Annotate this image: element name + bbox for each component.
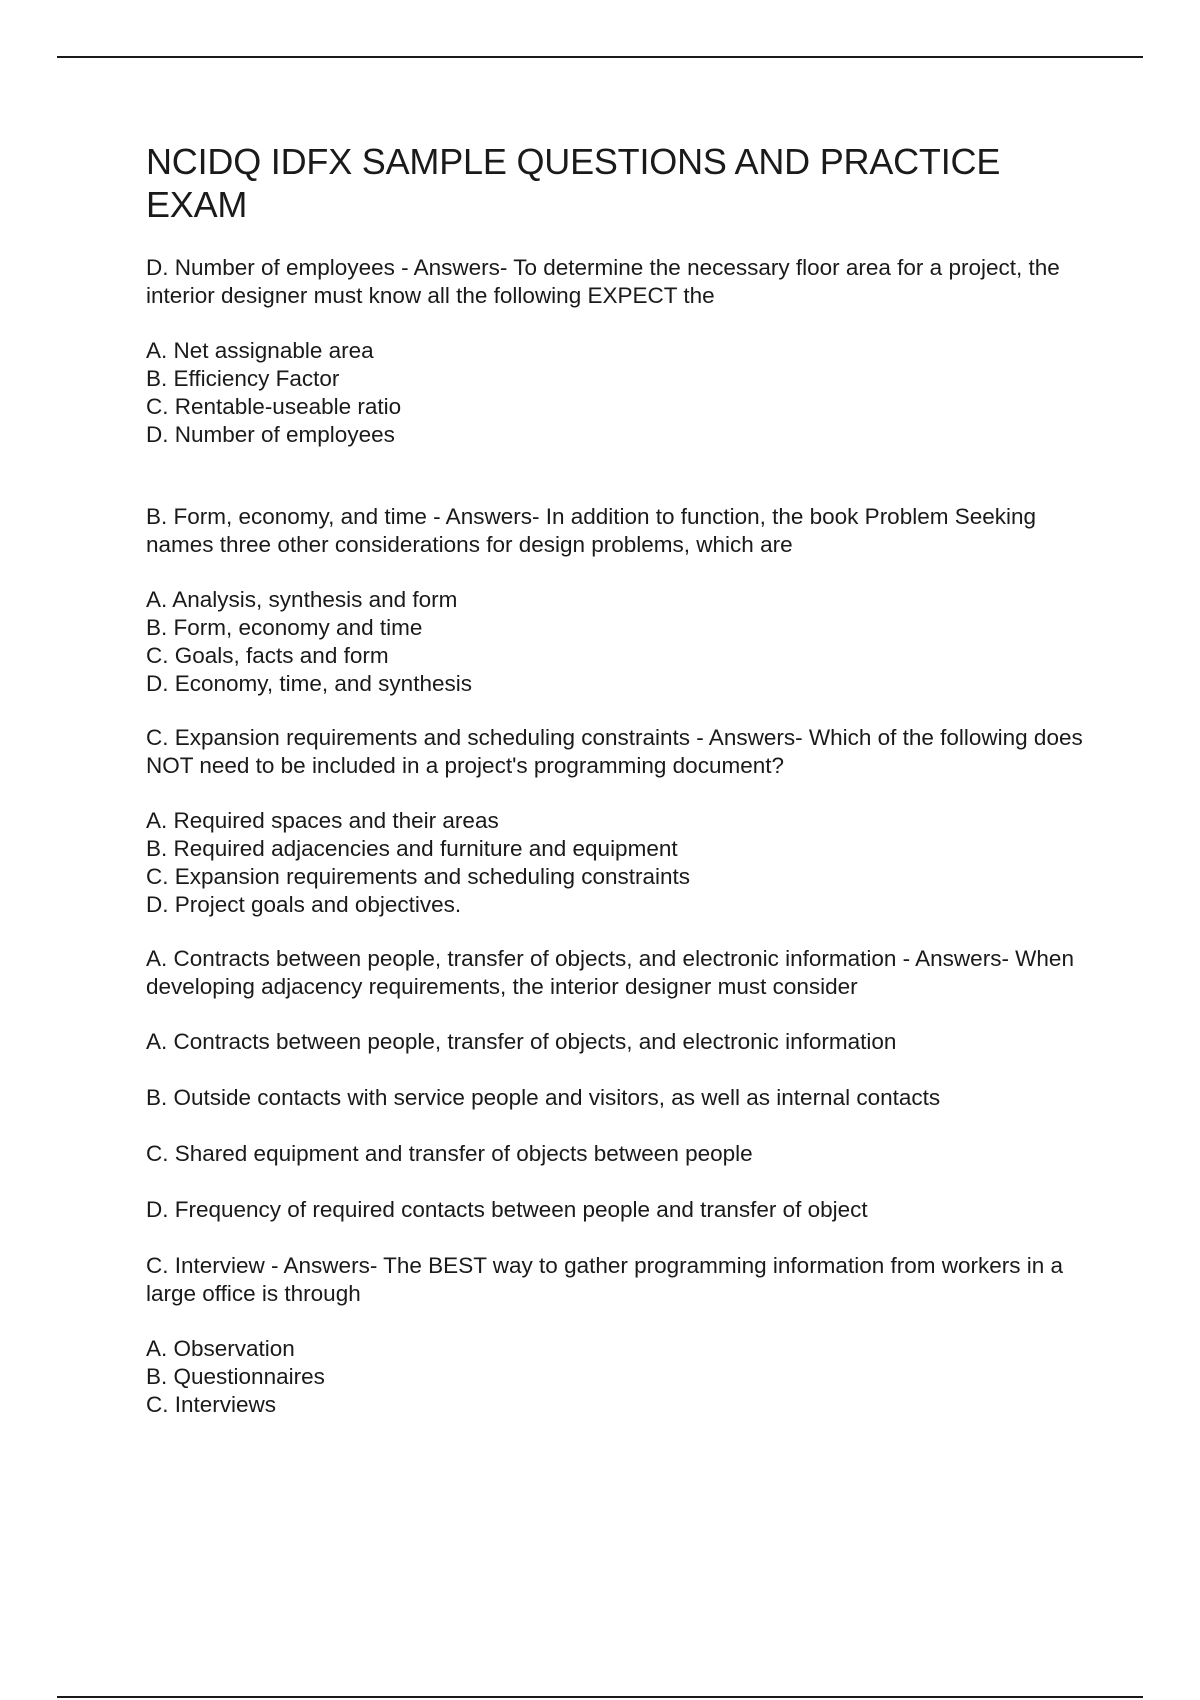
document-body xyxy=(146,140,1106,1419)
spacer xyxy=(146,919,1106,945)
answer-option: C. Rentable-useable ratio xyxy=(146,394,402,419)
answer-option: C. Expansion requirements and scheduling constraints xyxy=(146,864,691,889)
bottom-rule xyxy=(57,1696,1143,1698)
question-block xyxy=(146,945,1106,1224)
question-text: C. Expansion requirements and scheduling constraints - Answers- Which of the following does NOT need to be included in a project's programming document? xyxy=(146,725,1083,778)
question-block xyxy=(146,254,1106,449)
answer-options xyxy=(146,337,1106,449)
question-block xyxy=(146,1252,1106,1419)
question-block xyxy=(146,503,1106,698)
answer-option: B. Questionnaires xyxy=(146,1364,325,1389)
answer-option: A. Required spaces and their areas xyxy=(146,808,499,833)
answer-options xyxy=(146,1335,1106,1419)
question-text: C. Interview - Answers- The BEST way to gather programming information from workers in a large office is through xyxy=(146,1253,1064,1306)
answer-option: A. Contracts between people, transfer of objects, and electronic information xyxy=(146,1029,897,1054)
answer-option: C. Shared equipment and transfer of objects between people xyxy=(146,1141,753,1166)
answer-options xyxy=(146,807,1106,919)
answer-option: A. Observation xyxy=(146,1336,295,1361)
answer-option: B. Required adjacencies and furniture and equipment xyxy=(146,836,678,861)
answer-option: D. Number of employees xyxy=(146,422,395,447)
answer-option: B. Form, economy and time xyxy=(146,615,423,640)
document-title: NCIDQ IDFX SAMPLE QUESTIONS AND PRACTICE EXAM xyxy=(146,141,1001,225)
answer-option: D. Frequency of required contacts between people and transfer of object xyxy=(146,1197,868,1222)
answer-option: B. Efficiency Factor xyxy=(146,366,340,391)
top-rule xyxy=(57,56,1143,58)
answer-option: C. Interviews xyxy=(146,1392,277,1417)
answer-option: D. Project goals and objectives. xyxy=(146,892,462,917)
question-block xyxy=(146,724,1106,919)
question-text: A. Contracts between people, transfer of objects, and electronic information - Answers- When developing adjacency requirements, the interior designer must consider xyxy=(146,946,1074,999)
answer-options xyxy=(146,586,1106,698)
answer-option: D. Economy, time, and synthesis xyxy=(146,671,472,696)
answer-options xyxy=(146,1028,1106,1224)
question-text: B. Form, economy, and time - Answers- In addition to function, the book Problem Seeking names three other considerations for design problems, which are xyxy=(146,504,1037,557)
answer-option: A. Net assignable area xyxy=(146,338,374,363)
answer-option: B. Outside contacts with service people and visitors, as well as internal contacts xyxy=(146,1085,941,1110)
answer-option: A. Analysis, synthesis and form xyxy=(146,587,458,612)
spacer xyxy=(146,449,1106,503)
spacer xyxy=(146,698,1106,724)
question-text: D. Number of employees - Answers- To determine the necessary floor area for a project, the interior designer must know all the following EXPECT the xyxy=(146,255,1060,308)
answer-option: C. Goals, facts and form xyxy=(146,643,389,668)
